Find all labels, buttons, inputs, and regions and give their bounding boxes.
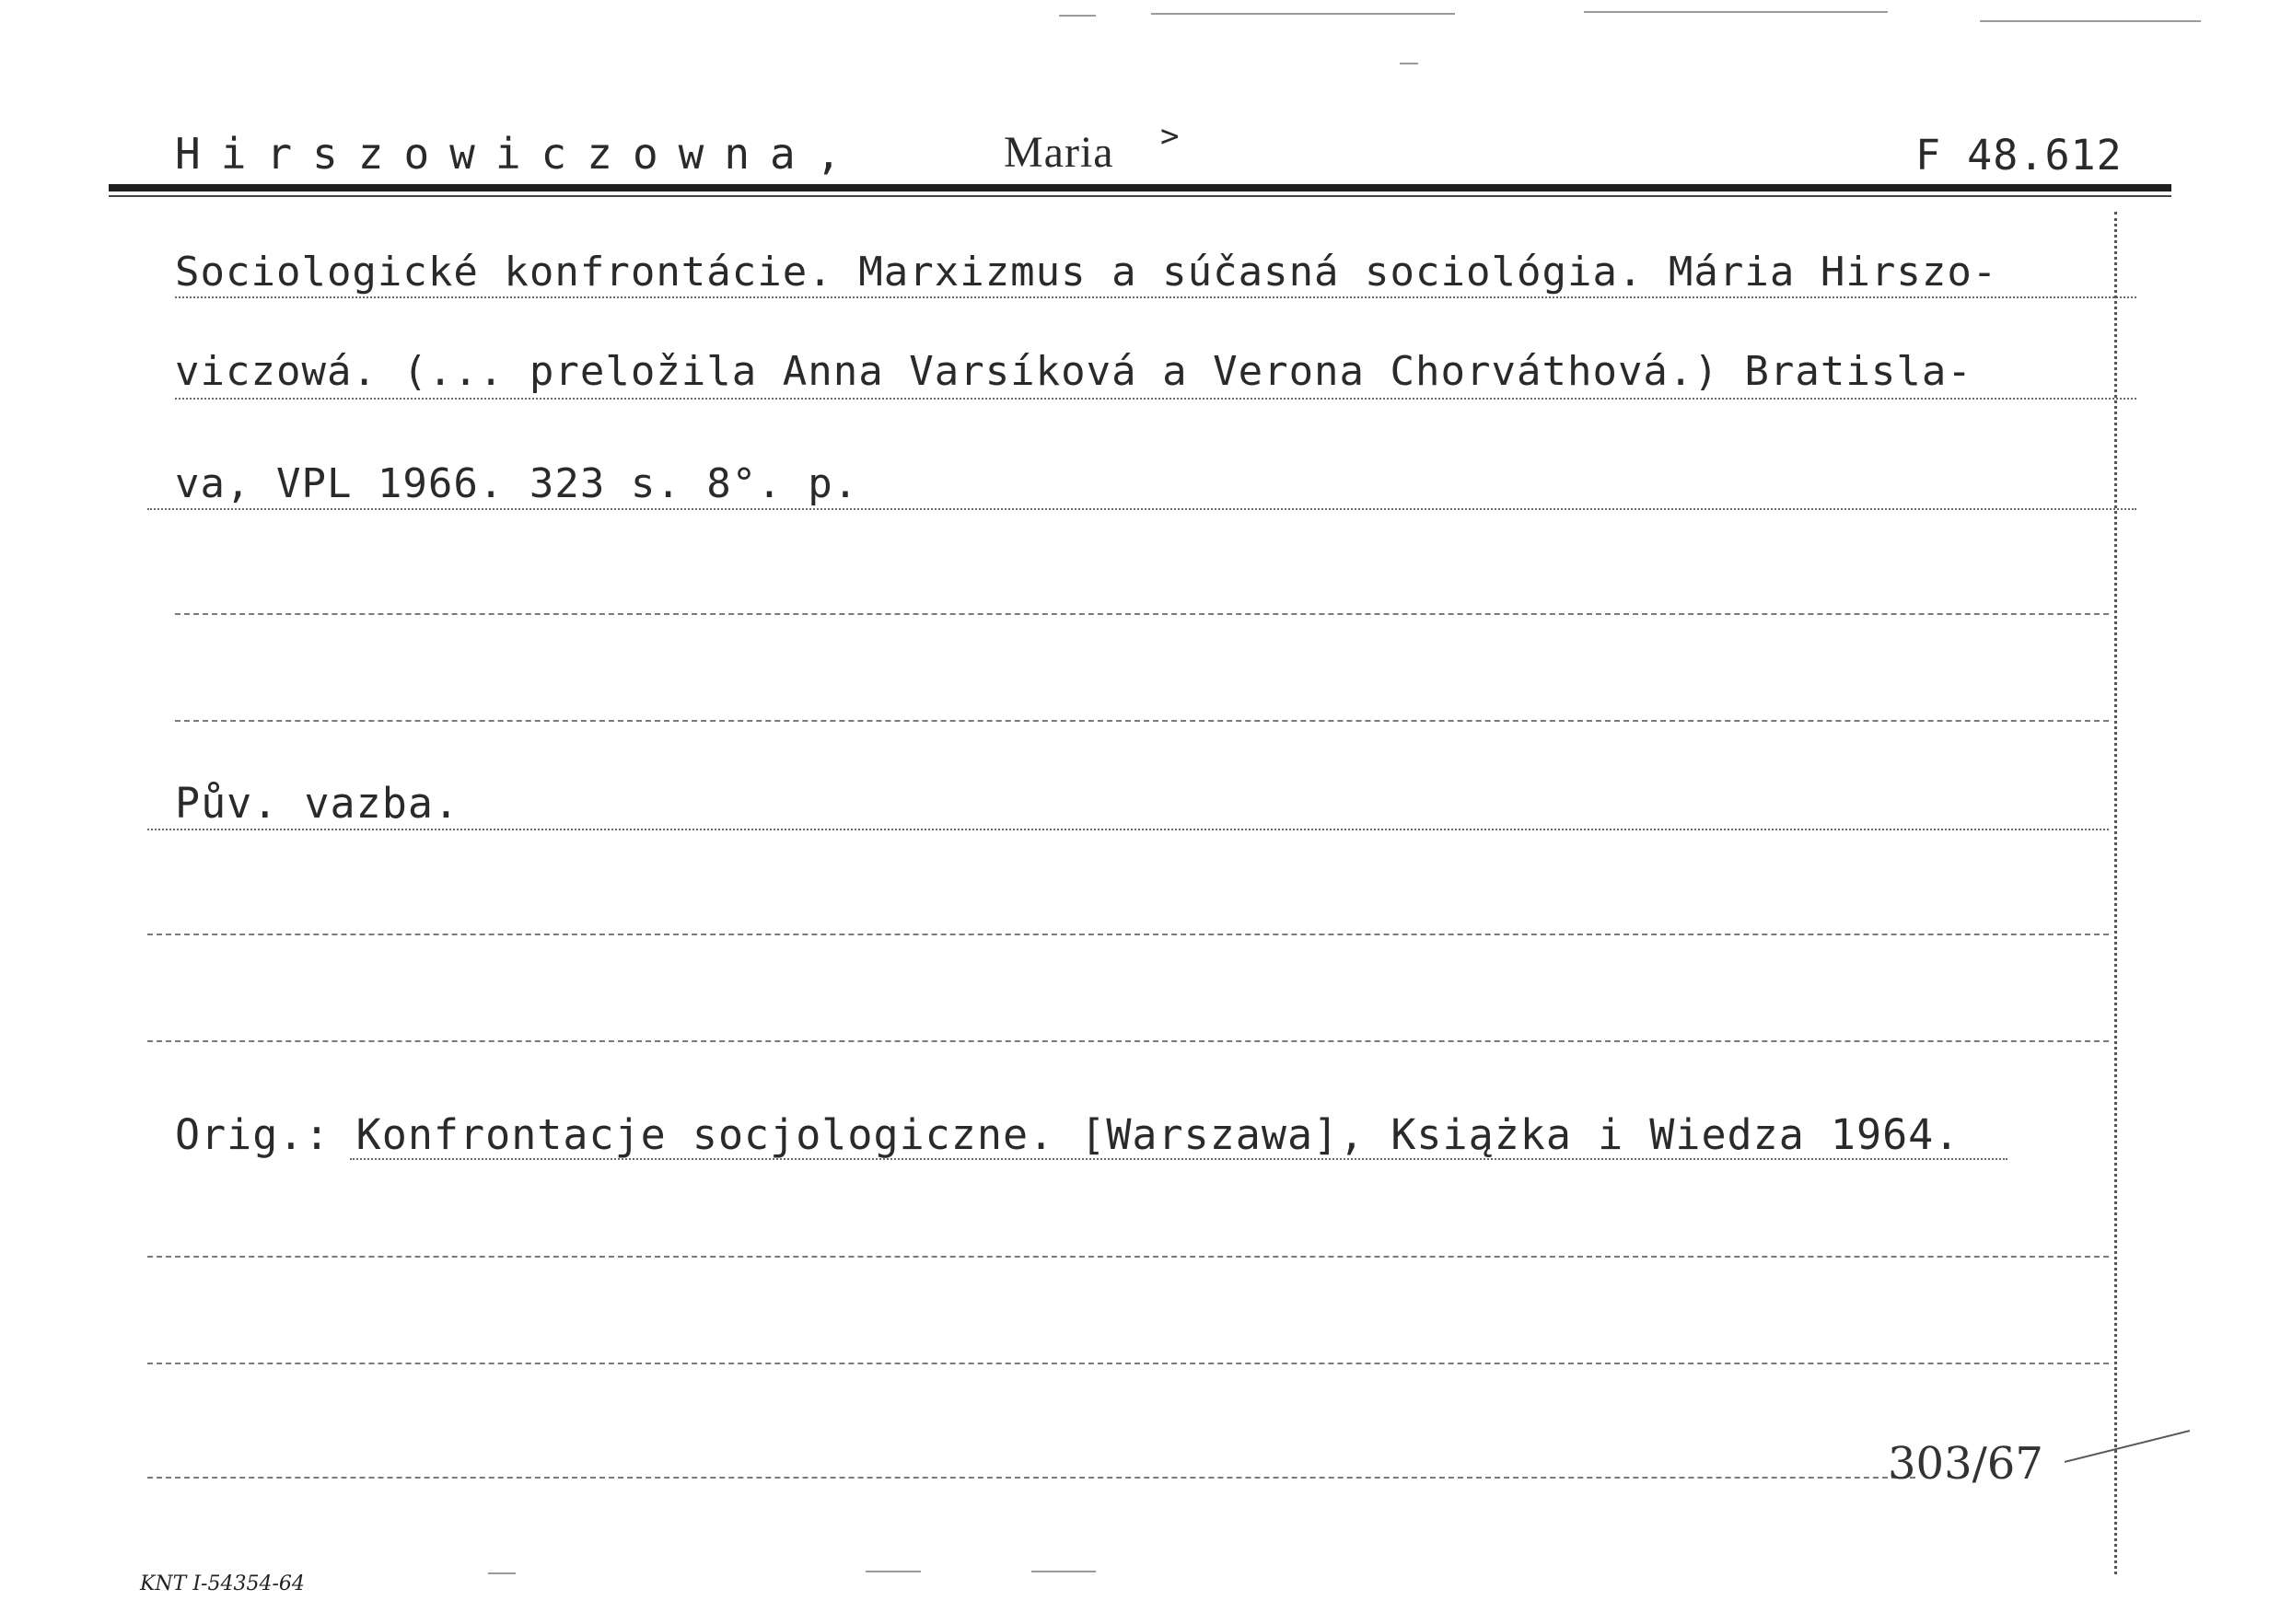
ruled-line xyxy=(175,613,2109,615)
entry-underline-1 xyxy=(175,296,2136,298)
printer-code: KNT I-54354-64 xyxy=(140,1572,305,1595)
scan-mark xyxy=(1584,11,1888,13)
scan-mark xyxy=(1980,20,2201,22)
ruled-line xyxy=(175,720,2109,722)
original-underline xyxy=(350,1158,2007,1160)
original-note: Orig.: Konfrontacje socjologiczne. [Warszawa], Książka i Wiedza 1964. xyxy=(175,1110,1961,1159)
scan-mark xyxy=(1400,63,1418,64)
scan-mark xyxy=(1059,15,1096,17)
binding-underline xyxy=(147,829,2109,830)
ruled-line xyxy=(147,1040,2109,1042)
entry-underline-3 xyxy=(147,508,2136,510)
entry-line-1: Sociologické konfrontácie. Marxizmus a súčasná sociológia. Mária Hirszo- xyxy=(175,249,1998,296)
ruled-line xyxy=(147,1477,1915,1479)
scan-mark xyxy=(1031,1571,1096,1572)
scan-mark xyxy=(866,1571,921,1572)
scan-mark xyxy=(488,1572,516,1574)
call-number: F 48.612 xyxy=(1915,131,2123,180)
heading-surname: Hirszowiczowna, xyxy=(175,129,862,179)
ruled-line xyxy=(147,1363,2109,1364)
accession-number: 303/67 xyxy=(1888,1438,2043,1490)
entry-line-2: viczowá. (... preložila Anna Varsíková a Verona Chorváthová.) Bratisla- xyxy=(175,348,1972,395)
heading-rule xyxy=(109,184,2171,191)
entry-line-3: va, VPL 1966. 323 s. 8°. p. xyxy=(175,460,859,507)
ruled-line xyxy=(147,934,2109,935)
right-margin-rule xyxy=(2114,212,2117,1574)
binding-note: Pův. vazba. xyxy=(175,779,460,828)
correction-mark: > xyxy=(1160,118,1180,155)
ruled-line xyxy=(147,1256,2109,1258)
accession-stroke xyxy=(2065,1430,2190,1463)
entry-underline-2 xyxy=(175,398,2136,400)
heading-rule-thin xyxy=(109,195,2171,197)
heading-given-name: Maria xyxy=(1004,128,1114,177)
scan-mark xyxy=(1151,13,1455,15)
